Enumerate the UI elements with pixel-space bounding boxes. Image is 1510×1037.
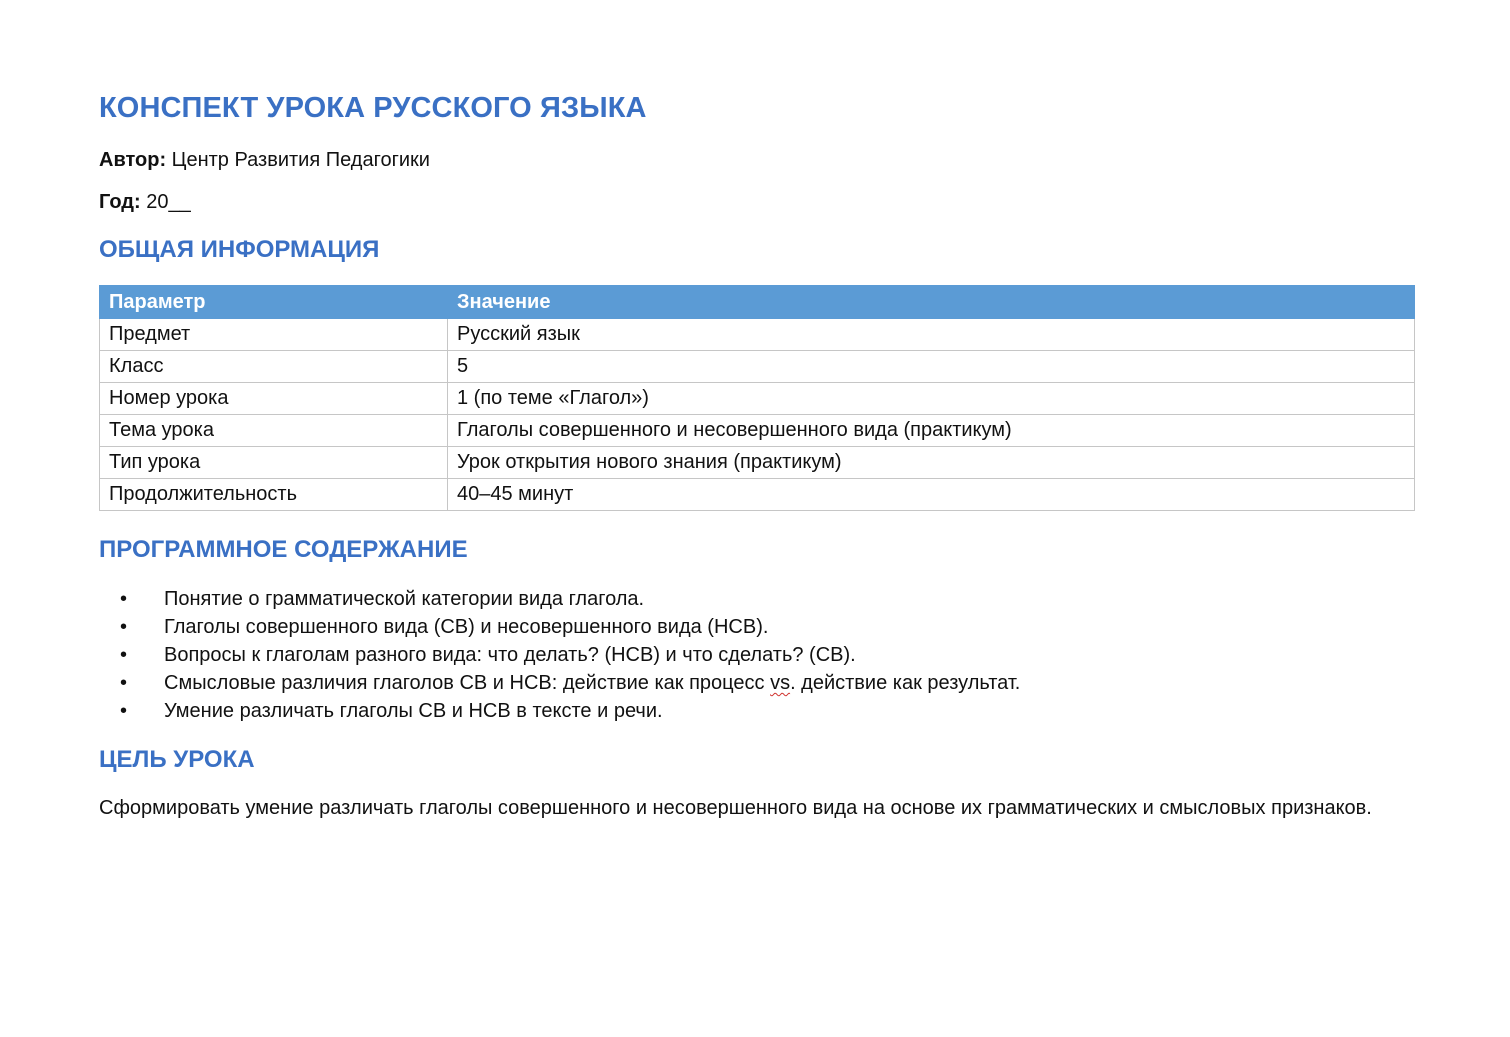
author-label: Автор: — [99, 149, 167, 171]
table-cell: Продолжительность — [100, 479, 448, 511]
table-cell: Тип урока — [100, 447, 448, 479]
year-value: 20__ — [146, 191, 191, 213]
lesson-goal-heading: ЦЕЛЬ УРОКА — [99, 746, 255, 773]
general-info-heading: ОБЩАЯ ИНФОРМАЦИЯ — [99, 236, 380, 263]
table-cell: Класс — [100, 351, 448, 383]
program-content-list — [99, 585, 1020, 725]
general-info-table — [99, 285, 1415, 511]
table-row — [100, 351, 1415, 383]
list-item-text-part: Смысловые различия глаголов СВ и НСВ: действие как процесс — [164, 672, 771, 694]
year-line — [99, 190, 191, 214]
document-title: КОНСПЕКТ УРОКА РУССКОГО ЯЗЫКА — [99, 92, 647, 124]
table-cell: Номер урока — [100, 383, 448, 415]
list-item-text-part: . действие как результат. — [790, 672, 1021, 694]
list-item — [99, 669, 1020, 697]
bullet-icon: • — [120, 616, 128, 638]
table-cell: Предмет — [100, 319, 448, 351]
table-header-cell: Параметр — [100, 286, 448, 319]
bullet-icon: • — [120, 588, 128, 610]
year-label: Год: — [99, 191, 141, 213]
table-row — [100, 319, 1415, 351]
table-cell: Русский язык — [448, 319, 1415, 351]
table-row — [100, 383, 1415, 415]
list-item-text: Умение различать глаголы СВ и НСВ в тексте и речи. — [164, 700, 663, 722]
table-row — [100, 415, 1415, 447]
list-item — [99, 613, 1020, 641]
author-line — [99, 148, 430, 172]
lesson-goal-text: Сформировать умение различать глаголы совершенного и несовершенного вида на основе их грамматических и смысловых признаков. — [99, 797, 1372, 819]
table-cell: 1 (по теме «Глагол») — [448, 383, 1415, 415]
table-cell: Урок открытия нового знания (практикум) — [448, 447, 1415, 479]
bullet-icon: • — [120, 672, 128, 694]
table-cell: Глаголы совершенного и несовершенного вида (практикум) — [448, 415, 1415, 447]
list-item — [99, 697, 1020, 725]
table-cell: 40–45 минут — [448, 479, 1415, 511]
table-cell: Тема урока — [100, 415, 448, 447]
spellcheck-flagged-word[interactable]: vs — [770, 672, 791, 694]
list-item-text — [164, 672, 1020, 694]
list-item-text: Глаголы совершенного вида (СВ) и несовершенного вида (НСВ). — [164, 616, 769, 638]
list-item-text: Понятие о грамматической категории вида глагола. — [164, 588, 645, 610]
program-content-heading: ПРОГРАММНОЕ СОДЕРЖАНИЕ — [99, 536, 468, 563]
bullet-icon: • — [120, 700, 128, 722]
bullet-icon: • — [120, 644, 128, 666]
table-cell: 5 — [448, 351, 1415, 383]
table-row — [100, 447, 1415, 479]
list-item — [99, 585, 1020, 613]
list-item — [99, 641, 1020, 669]
table-header-row — [100, 286, 1415, 319]
list-item-text: Вопросы к глаголам разного вида: что делать? (НСВ) и что сделать? (СВ). — [164, 644, 856, 666]
author-value: Центр Развития Педагогики — [171, 149, 430, 171]
table-header-cell: Значение — [448, 286, 1415, 319]
table-row — [100, 479, 1415, 511]
